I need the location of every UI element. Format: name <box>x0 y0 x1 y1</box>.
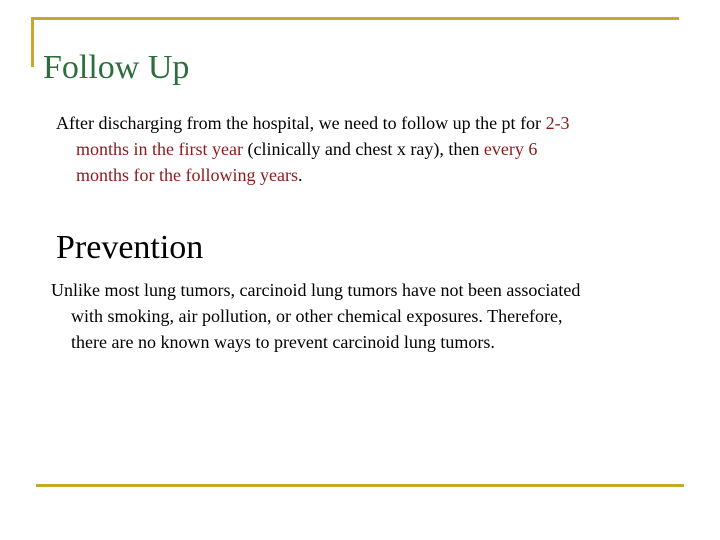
follow-up-highlight: 2-3 <box>545 113 570 133</box>
follow-up-paragraph <box>56 110 570 188</box>
follow-up-highlight: months for the following years <box>76 165 298 185</box>
bottom-border-rule <box>36 484 684 487</box>
prevention-line-1: Unlike most lung tumors, carcinoid lung tumors have not been associated <box>51 280 581 300</box>
follow-up-text: (clinically and chest x ray), then <box>242 139 484 159</box>
slide-title: Follow Up <box>43 49 190 86</box>
follow-up-text: . <box>297 165 303 185</box>
prevention-line-3: there are no known ways to prevent carcinoid lung tumors. <box>71 332 495 352</box>
follow-up-highlight: every 6 <box>483 139 538 159</box>
follow-up-highlight: months in the first year <box>76 139 243 159</box>
section-heading-prevention: Prevention <box>56 229 204 266</box>
top-border-rule <box>31 17 679 20</box>
prevention-line-2: with smoking, air pollution, or other chemical exposures. Therefore, <box>71 306 563 326</box>
follow-up-line-1 <box>56 110 570 136</box>
prevention-paragraph <box>51 277 580 355</box>
left-border-rule <box>31 17 34 67</box>
follow-up-line-2 <box>56 136 570 162</box>
follow-up-line-3 <box>56 162 570 188</box>
follow-up-text: After discharging from the hospital, we need to follow up the pt for <box>56 113 546 133</box>
